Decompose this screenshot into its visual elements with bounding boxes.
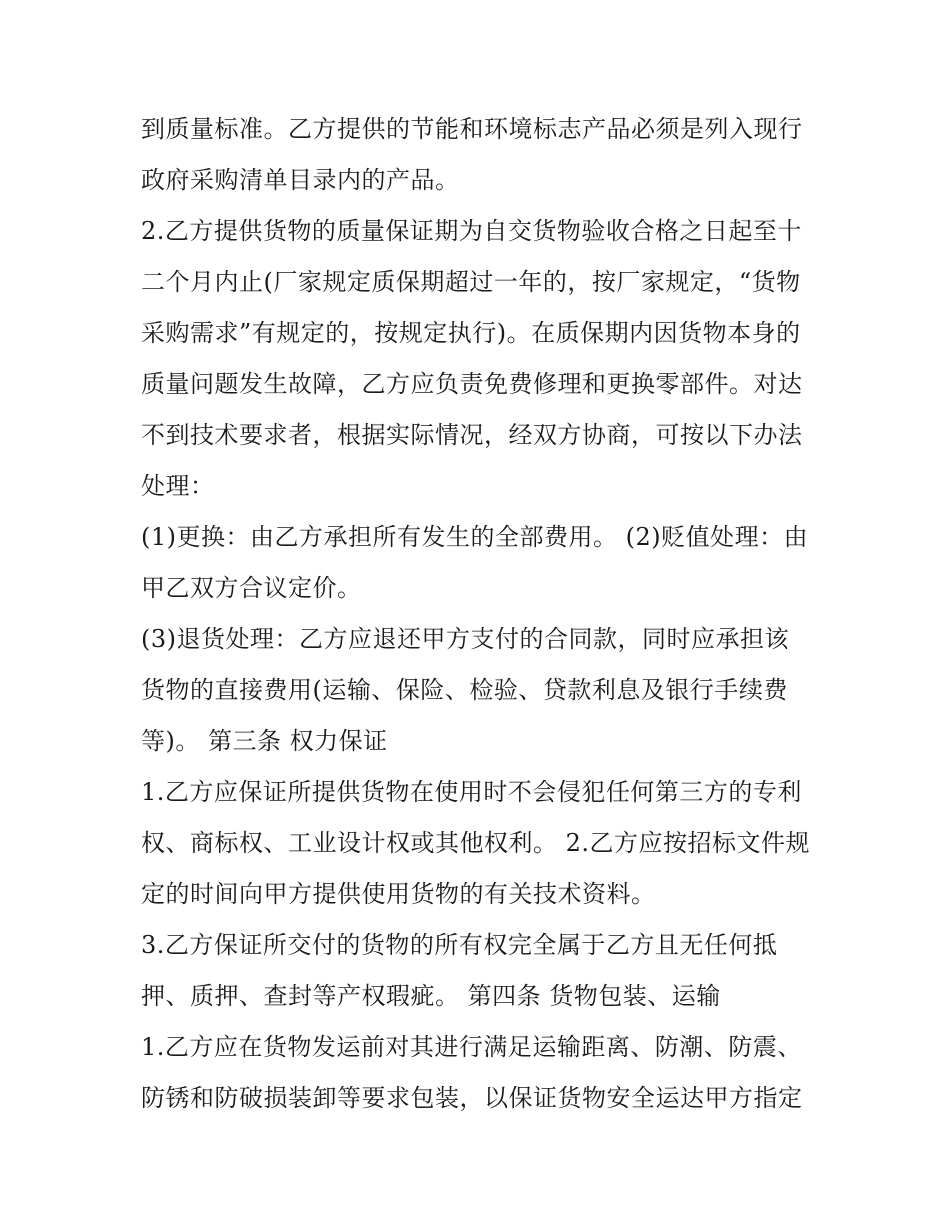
text-line-4: 二个月内止(厂家规定质保期超过一年的，按厂家规定，“货物 bbox=[141, 268, 801, 296]
text-line-7: 不到技术要求者，根据实际情况，经双方协商，可按以下办法 bbox=[141, 421, 803, 449]
text-line-17: 3.乙方保证所交付的货物的所有权完全属于乙方且无任何抵 bbox=[141, 931, 778, 959]
text-line-6: 质量问题发生故障，乙方应负责免费修理和更换零部件。对达 bbox=[141, 370, 803, 398]
text-line-16: 定的时间向甲方提供使用货物的有关技术资料。 bbox=[141, 880, 656, 908]
document-body bbox=[141, 104, 821, 1124]
text-line-18: 押、质押、查封等产权瑕疵。 第四条 货物包装、运输 bbox=[141, 982, 721, 1010]
text-line-3: 2.乙方提供货物的质量保证期为自交货物验收合格之日起至十 bbox=[141, 217, 802, 245]
text-line-11: (3)退货处理：乙方应退还甲方支付的合同款，同时应承担该 bbox=[141, 625, 789, 653]
text-line-10: 甲乙双方合议定价。 bbox=[141, 574, 362, 602]
text-line-15: 权、商标权、工业设计权或其他权利。 2.乙方应按招标文件规 bbox=[141, 829, 811, 857]
text-line-14: 1.乙方应保证所提供货物在使用时不会侵犯任何第三方的专利 bbox=[141, 778, 802, 806]
text-line-20: 防锈和防破损装卸等要求包装，以保证货物安全运达甲方指定 bbox=[141, 1084, 803, 1112]
text-line-13: 等)。 第三条 权力保证 bbox=[141, 727, 388, 755]
text-line-19: 1.乙方应在货物发运前对其进行满足运输距离、防潮、防震、 bbox=[141, 1033, 802, 1061]
text-line-8: 处理： bbox=[141, 472, 215, 500]
text-line-12: 货物的直接费用(运输、保险、检验、贷款利息及银行手续费 bbox=[141, 676, 788, 704]
text-line-5: 采购需求”有规定的，按规定执行)。在质保期内因货物本身的 bbox=[141, 319, 801, 347]
text-line-2: 政府采购清单目录内的产品。 bbox=[141, 166, 460, 194]
text-line-1: 到质量标准。乙方提供的节能和环境标志产品必须是列入现行 bbox=[141, 115, 803, 143]
text-line-9: (1)更换：由乙方承担所有发生的全部费用。 (2)贬值处理：由 bbox=[141, 523, 809, 551]
